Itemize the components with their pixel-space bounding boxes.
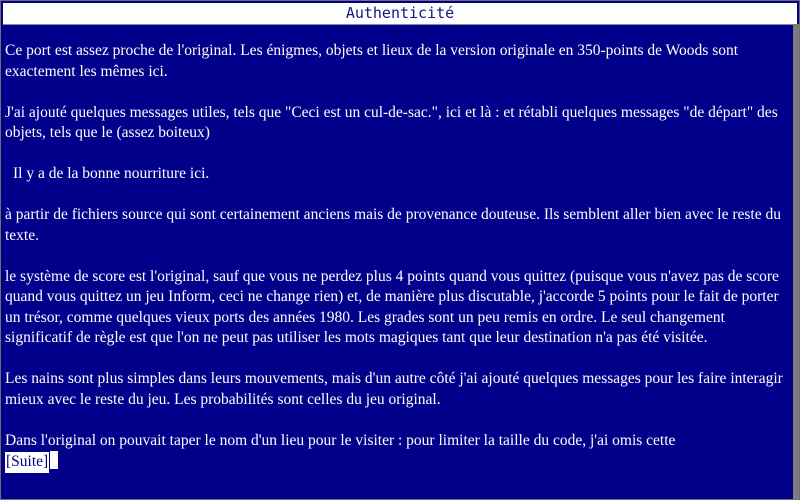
story-text-area (5, 41, 791, 473)
text-cursor (50, 451, 58, 469)
more-prompt[interactable]: [Suite] (5, 452, 49, 473)
story-paragraph-6: Dans l'original on pouvait taper le nom d'un lieu pour le visiter : pour limiter la taille du code, j'ai omis cette (5, 431, 676, 449)
status-bar (3, 3, 797, 25)
story-paragraph-5: Les nains sont plus simples dans leurs mouvements, mais d'un autre côté j'ai ajouté quelques messages pour les faire interagir mieux avec le reste du jeu. Les probabilités sont celles du jeu original. (5, 370, 783, 408)
more-prompt-line[interactable] (5, 451, 791, 473)
story-paragraph-quote: Il y a de la bonne nourriture ici. (13, 165, 210, 182)
story-paragraph-3: à partir de fichiers source qui sont certainement anciens mais de provenance douteuse. Ils semblent aller bien avec le reste du texte. (5, 206, 781, 244)
story-paragraph-2: J'ai ajouté quelques messages utiles, tels que "Ceci est un cul-de-sac.", ici et là : et rétabli quelques messages "de départ" des objets, tels que le (assez boiteux) (5, 103, 778, 141)
window-right-edge (793, 24, 799, 499)
story-paragraph-4: le système de score est l'original, sauf que vous ne perdez plus 4 points quand vous quittez (puisque vous n'avez pas de score quand vous quittez un jeu Inform, ceci ne change rien) et, de manière plus discutable, j'accorde 5 points pour le fait de porter un trésor, comme quelques vieux ports des années 1980. Les grades sont un peu remis en ordre. Le seul changement significatif de règle est que l'on ne peut pas utiliser les mots magiques tant que leur destination n'a pas été visitée. (5, 267, 779, 346)
status-title: Authenticité (345, 4, 455, 22)
story-paragraph-1: Ce port est assez proche de l'original. Les énigmes, objets et lieux de la version originale en 350-points de Woods sont exactement les mêmes ici. (5, 42, 739, 80)
